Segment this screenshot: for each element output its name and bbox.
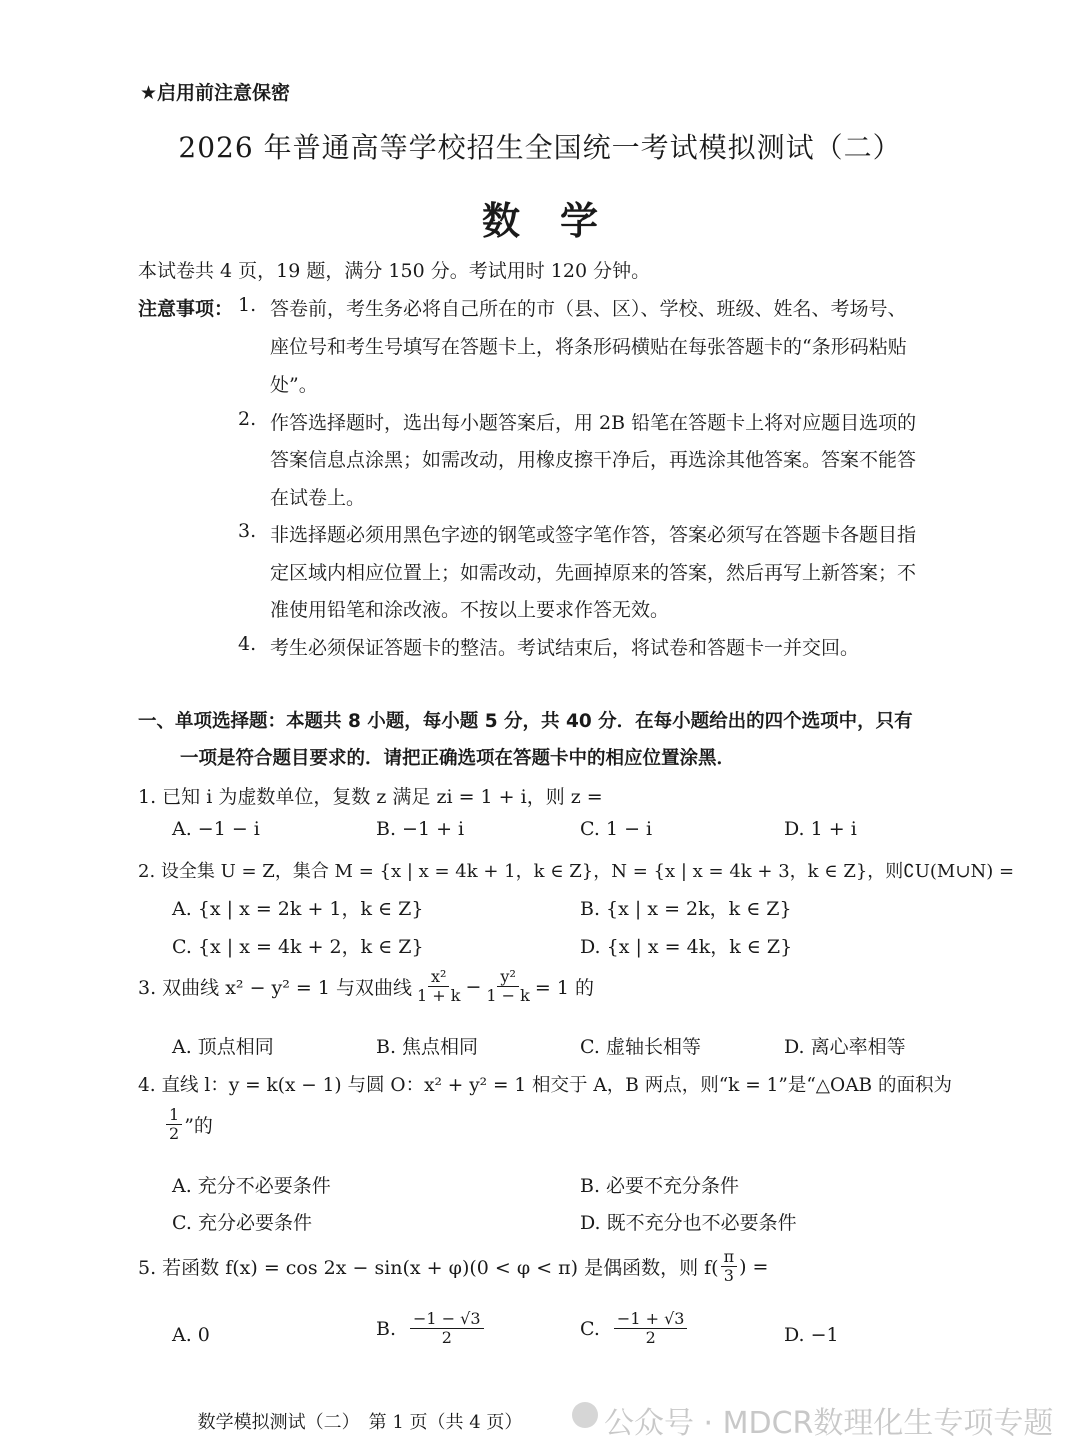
fraction-numerator: π — [721, 1248, 738, 1267]
exam-info: 本试卷共 4 页，19 题，满分 150 分。考试用时 120 分钟。 — [138, 260, 651, 282]
q4-option-c: C. 充分必要条件 — [172, 1212, 312, 1234]
note-line: 定区域内相应位置上；如需改动，先画掉原来的答案，然后再写上新答案；不 — [270, 562, 917, 584]
note-line: 在试卷上。 — [270, 487, 366, 509]
fraction-denominator: 2 — [169, 1124, 180, 1144]
section-heading-cont: 一项是符合题目要求的．请把正确选项在答题卡中的相应位置涂黑． — [180, 748, 736, 769]
q4-option-a: A. 充分不必要条件 — [172, 1175, 331, 1197]
q4-option-b: B. 必要不充分条件 — [580, 1175, 740, 1197]
q1-option-b: B. −1 + i — [376, 818, 465, 840]
note-line: 考生必须保证答题卡的整洁。考试结束后，将试卷和答题卡一并交回。 — [270, 637, 860, 659]
q3-fraction-2 — [483, 968, 532, 1006]
q5-stem-a: 5. 若函数 f(x) = cos 2x − sin(x + φ)(0 < φ < π) 是偶函数，则 f( — [138, 1257, 719, 1280]
note-line: 准使用铅笔和涂改液。不按以上要求作答无效。 — [270, 599, 670, 621]
note-number: 1. — [238, 294, 257, 316]
option-label: C. — [580, 1317, 600, 1340]
q4-stem-b: ”的 — [184, 1115, 213, 1138]
q3-option-a: A. 顶点相同 — [172, 1036, 274, 1058]
q1-option-c: C. 1 − i — [580, 818, 653, 840]
fraction-denominator: 1 − k — [486, 986, 530, 1006]
fraction-denominator: 3 — [723, 1266, 734, 1286]
fraction-numerator: −1 + √3 — [614, 1310, 688, 1329]
question-2-stem: 2. 设全集 U = Z，集合 M = {x | x = 4k + 1，k ∈ Z}，N = {x | x = 4k + 3，k ∈ Z}，则∁U(M∪N) = — [138, 861, 1015, 882]
q5-option-b — [376, 1310, 486, 1348]
q3-minus: − — [465, 975, 482, 998]
fraction-numerator: 1 — [166, 1106, 182, 1125]
q5-option-c — [580, 1310, 689, 1348]
q3-stem-b: = 1 的 — [534, 977, 594, 1000]
q2-option-d: D. {x | x = 4k，k ∈ Z} — [580, 936, 793, 958]
fraction-denominator: 2 — [441, 1328, 452, 1348]
note-line: 作答选择题时，选出每小题答案后，用 2B 铅笔在答题卡上将对应题目选项的 — [270, 412, 917, 434]
q2-option-b: B. {x | x = 2k，k ∈ Z} — [580, 898, 792, 920]
question-4-stem: 4. 直线 l：y = k(x − 1) 与圆 O：x² + y² = 1 相交于 A，B 两点，则“k = 1”是“△OAB 的面积为 — [138, 1075, 953, 1096]
note-line: 处”。 — [270, 374, 318, 396]
fraction-denominator: 2 — [645, 1328, 656, 1348]
q4-fraction — [166, 1106, 182, 1144]
fraction-numerator: −1 − √3 — [410, 1310, 484, 1329]
q2-option-a: A. {x | x = 2k + 1，k ∈ Z} — [172, 898, 424, 920]
q3-option-d: D. 离心率相等 — [784, 1036, 906, 1058]
notes-label: 注意事项： — [138, 298, 234, 320]
q3-option-b: B. 焦点相同 — [376, 1036, 479, 1058]
page-footer: 数学模拟测试（二） 第 1 页（共 4 页） — [197, 1412, 523, 1433]
question-4-stem-cont — [164, 1106, 213, 1144]
option-label: B. — [376, 1317, 397, 1340]
note-line: 非选择题必须用黑色字迹的钢笔或签字笔作答，答案必须写在答题卡各题目指 — [270, 524, 917, 546]
note-line: 答案信息点涂黑；如需改动，用橡皮擦干净后，再选涂其他答案。答案不能答 — [270, 449, 917, 471]
q1-option-a: A. −1 − i — [172, 818, 260, 840]
q3-option-c: C. 虚轴长相等 — [580, 1036, 701, 1058]
fraction-numerator: x² — [428, 968, 449, 987]
question-5-stem — [138, 1248, 768, 1286]
fraction-denominator: 1 + k — [417, 986, 461, 1006]
q4-option-d: D. 既不充分也不必要条件 — [580, 1212, 797, 1234]
note-number: 4. — [238, 633, 257, 655]
question-3-stem — [138, 968, 594, 1006]
q5-b-fraction — [410, 1310, 484, 1348]
q5-stem-b: ) = — [739, 1255, 769, 1278]
exam-title: 2026 年普通高等学校招生全国统一考试模拟测试（二） — [178, 131, 902, 164]
q5-option-a: A. 0 — [172, 1324, 210, 1346]
note-number: 3. — [238, 520, 257, 542]
question-1-stem: 1. 已知 i 为虚数单位，复数 z 满足 zi = 1 + i，则 z = — [138, 786, 603, 808]
watermark: 公众号 · MDCR数理化生专项专题 — [604, 1406, 1054, 1441]
note-number: 2. — [238, 408, 257, 430]
wechat-icon — [572, 1402, 598, 1428]
section-heading: 一、单项选择题：本题共 8 小题，每小题 5 分，共 40 分．在每小题给出的四个选项中，只有 — [138, 711, 913, 732]
q1-option-d: D. 1 + i — [784, 818, 857, 840]
note-line: 座位号和考生号填写在答题卡上，将条形码横贴在每张答题卡的“条形码粘贴 — [270, 336, 907, 358]
q5-option-d: D. −1 — [784, 1324, 839, 1346]
q5-c-fraction — [614, 1310, 688, 1348]
q3-stem-a: 3. 双曲线 x² − y² = 1 与双曲线 — [138, 977, 413, 1000]
subject-title: 数学 — [481, 198, 638, 243]
confidential-notice: ★启用前注意保密 — [140, 82, 291, 104]
q2-option-c: C. {x | x = 4k + 2，k ∈ Z} — [172, 936, 424, 958]
fraction-numerator: y² — [497, 968, 518, 987]
q3-fraction-1 — [414, 968, 463, 1006]
note-line: 答卷前，考生务必将自己所在的市（县、区）、学校、班级、姓名、考场号、 — [270, 298, 907, 320]
q5-fraction — [721, 1248, 738, 1286]
